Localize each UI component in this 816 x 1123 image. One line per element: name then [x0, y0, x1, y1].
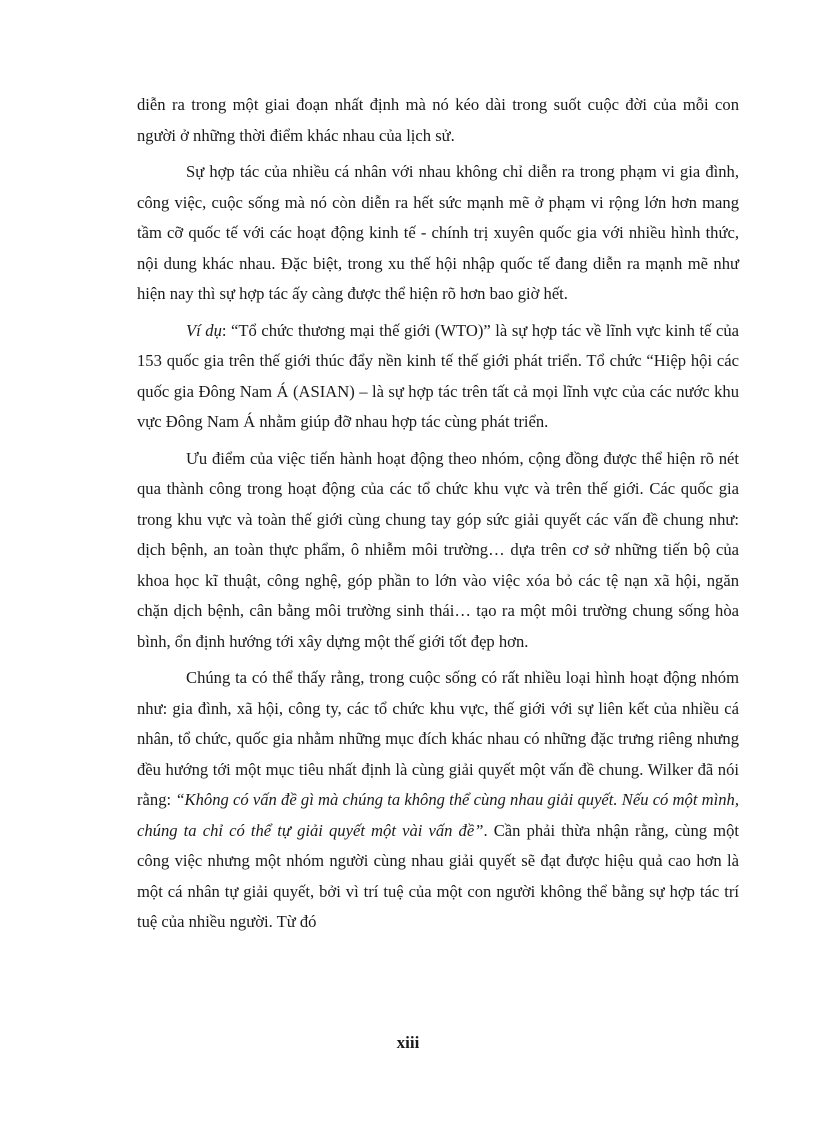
paragraph-group-activities — [137, 663, 739, 938]
paragraph-text: Sự hợp tác của nhiều cá nhân với nhau không chỉ diễn ra trong phạm vi gia đình, công việc, cuộc sống mà nó còn diễn ra hết sức mạnh mẽ ở phạm vi rộng lớn hơn mang tầm cỡ quốc tế với các hoạt động kinh tế - chính trị xuyên quốc gia với nhiều hình thức, nội dung khác nhau. Đặc biệt, trong xu thế hội nhập quốc tế đang diễn ra mạnh mẽ như hiện nay thì sự hợp tác ấy càng được thể hiện rõ hơn bao giờ hết. — [137, 162, 739, 303]
paragraph-continuation — [137, 90, 739, 151]
wilker-quote: “Không có vấn đề gì mà chúng ta không thể cùng nhau giải quyết. Nếu có một mình, chúng ta chỉ có thể tự giải quyết một vài vấn đề” — [137, 790, 739, 840]
paragraph-text: Chúng ta có thể thấy rằng, trong cuộc sống có rất nhiều loại hình hoạt động nhóm như: gia đình, xã hội, công ty, các tổ chức khu vực, thế giới với sự liên kết của nhiều cá nhân, tổ chức, quốc gia nhằm những mục đích khác nhau có những đặc trưng riêng nhưng đều hướng tới một mục tiêu nhất định là cùng giải quyết một vấn đề chung. Wilker đã nói rằng: — [137, 668, 739, 809]
paragraph-example — [137, 316, 739, 438]
paragraph-cooperation — [137, 157, 739, 310]
paragraph-text: . Cần phải thừa nhận rằng, cùng một công việc nhưng một nhóm người cùng nhau giải quyết sẽ đạt được hiệu quả cao hơn là một cá nhân tự giải quyết, bởi vì trí tuệ của một con người không thể bằng sự hợp tác trí tuệ của nhiều người. Từ đó — [137, 820, 739, 931]
paragraph-advantages — [137, 444, 739, 658]
document-body — [137, 90, 739, 944]
paragraph-text: : “Tổ chức thương mại thế giới (WTO)” là sự hợp tác về lĩnh vực kinh tế của 153 quốc gia trên thế giới thúc đẩy nền kinh tế thế giới phát triển. Tổ chức “Hiệp hội các quốc gia Đông Nam Á (ASIAN) – là sự hợp tác trên tất cả mọi lĩnh vực của các nước khu vực Đông Nam Á nhằm giúp đỡ nhau hợp tác cùng phát triển. — [137, 320, 739, 431]
paragraph-text: Ưu điểm của việc tiến hành hoạt động theo nhóm, cộng đồng được thể hiện rõ nét qua thành công trong hoạt động của các tổ chức khu vực và trên thế giới. Các quốc gia trong khu vực và toàn thế giới cùng chung tay góp sức giải quyết các vấn đề chung như: dịch bệnh, an toàn thực phẩm, ô nhiễm môi trường… dựa trên cơ sở những tiến bộ của khoa học kĩ thuật, công nghệ, góp phần to lớn vào việc xóa bỏ các tệ nạn xã hội, ngăn chặn dịch bệnh, cân bằng môi trường sinh thái… tạo ra một môi trường chung sống hòa bình, ổn định hướng tới xây dựng một thế giới tốt đẹp hơn. — [137, 448, 739, 651]
example-label: Ví dụ — [186, 320, 222, 340]
paragraph-text: diễn ra trong một giai đoạn nhất định mà nó kéo dài trong suốt cuộc đời của mỗi con người ở những thời điểm khác nhau của lịch sử. — [137, 95, 739, 145]
page-number: xiii — [396, 1033, 420, 1052]
